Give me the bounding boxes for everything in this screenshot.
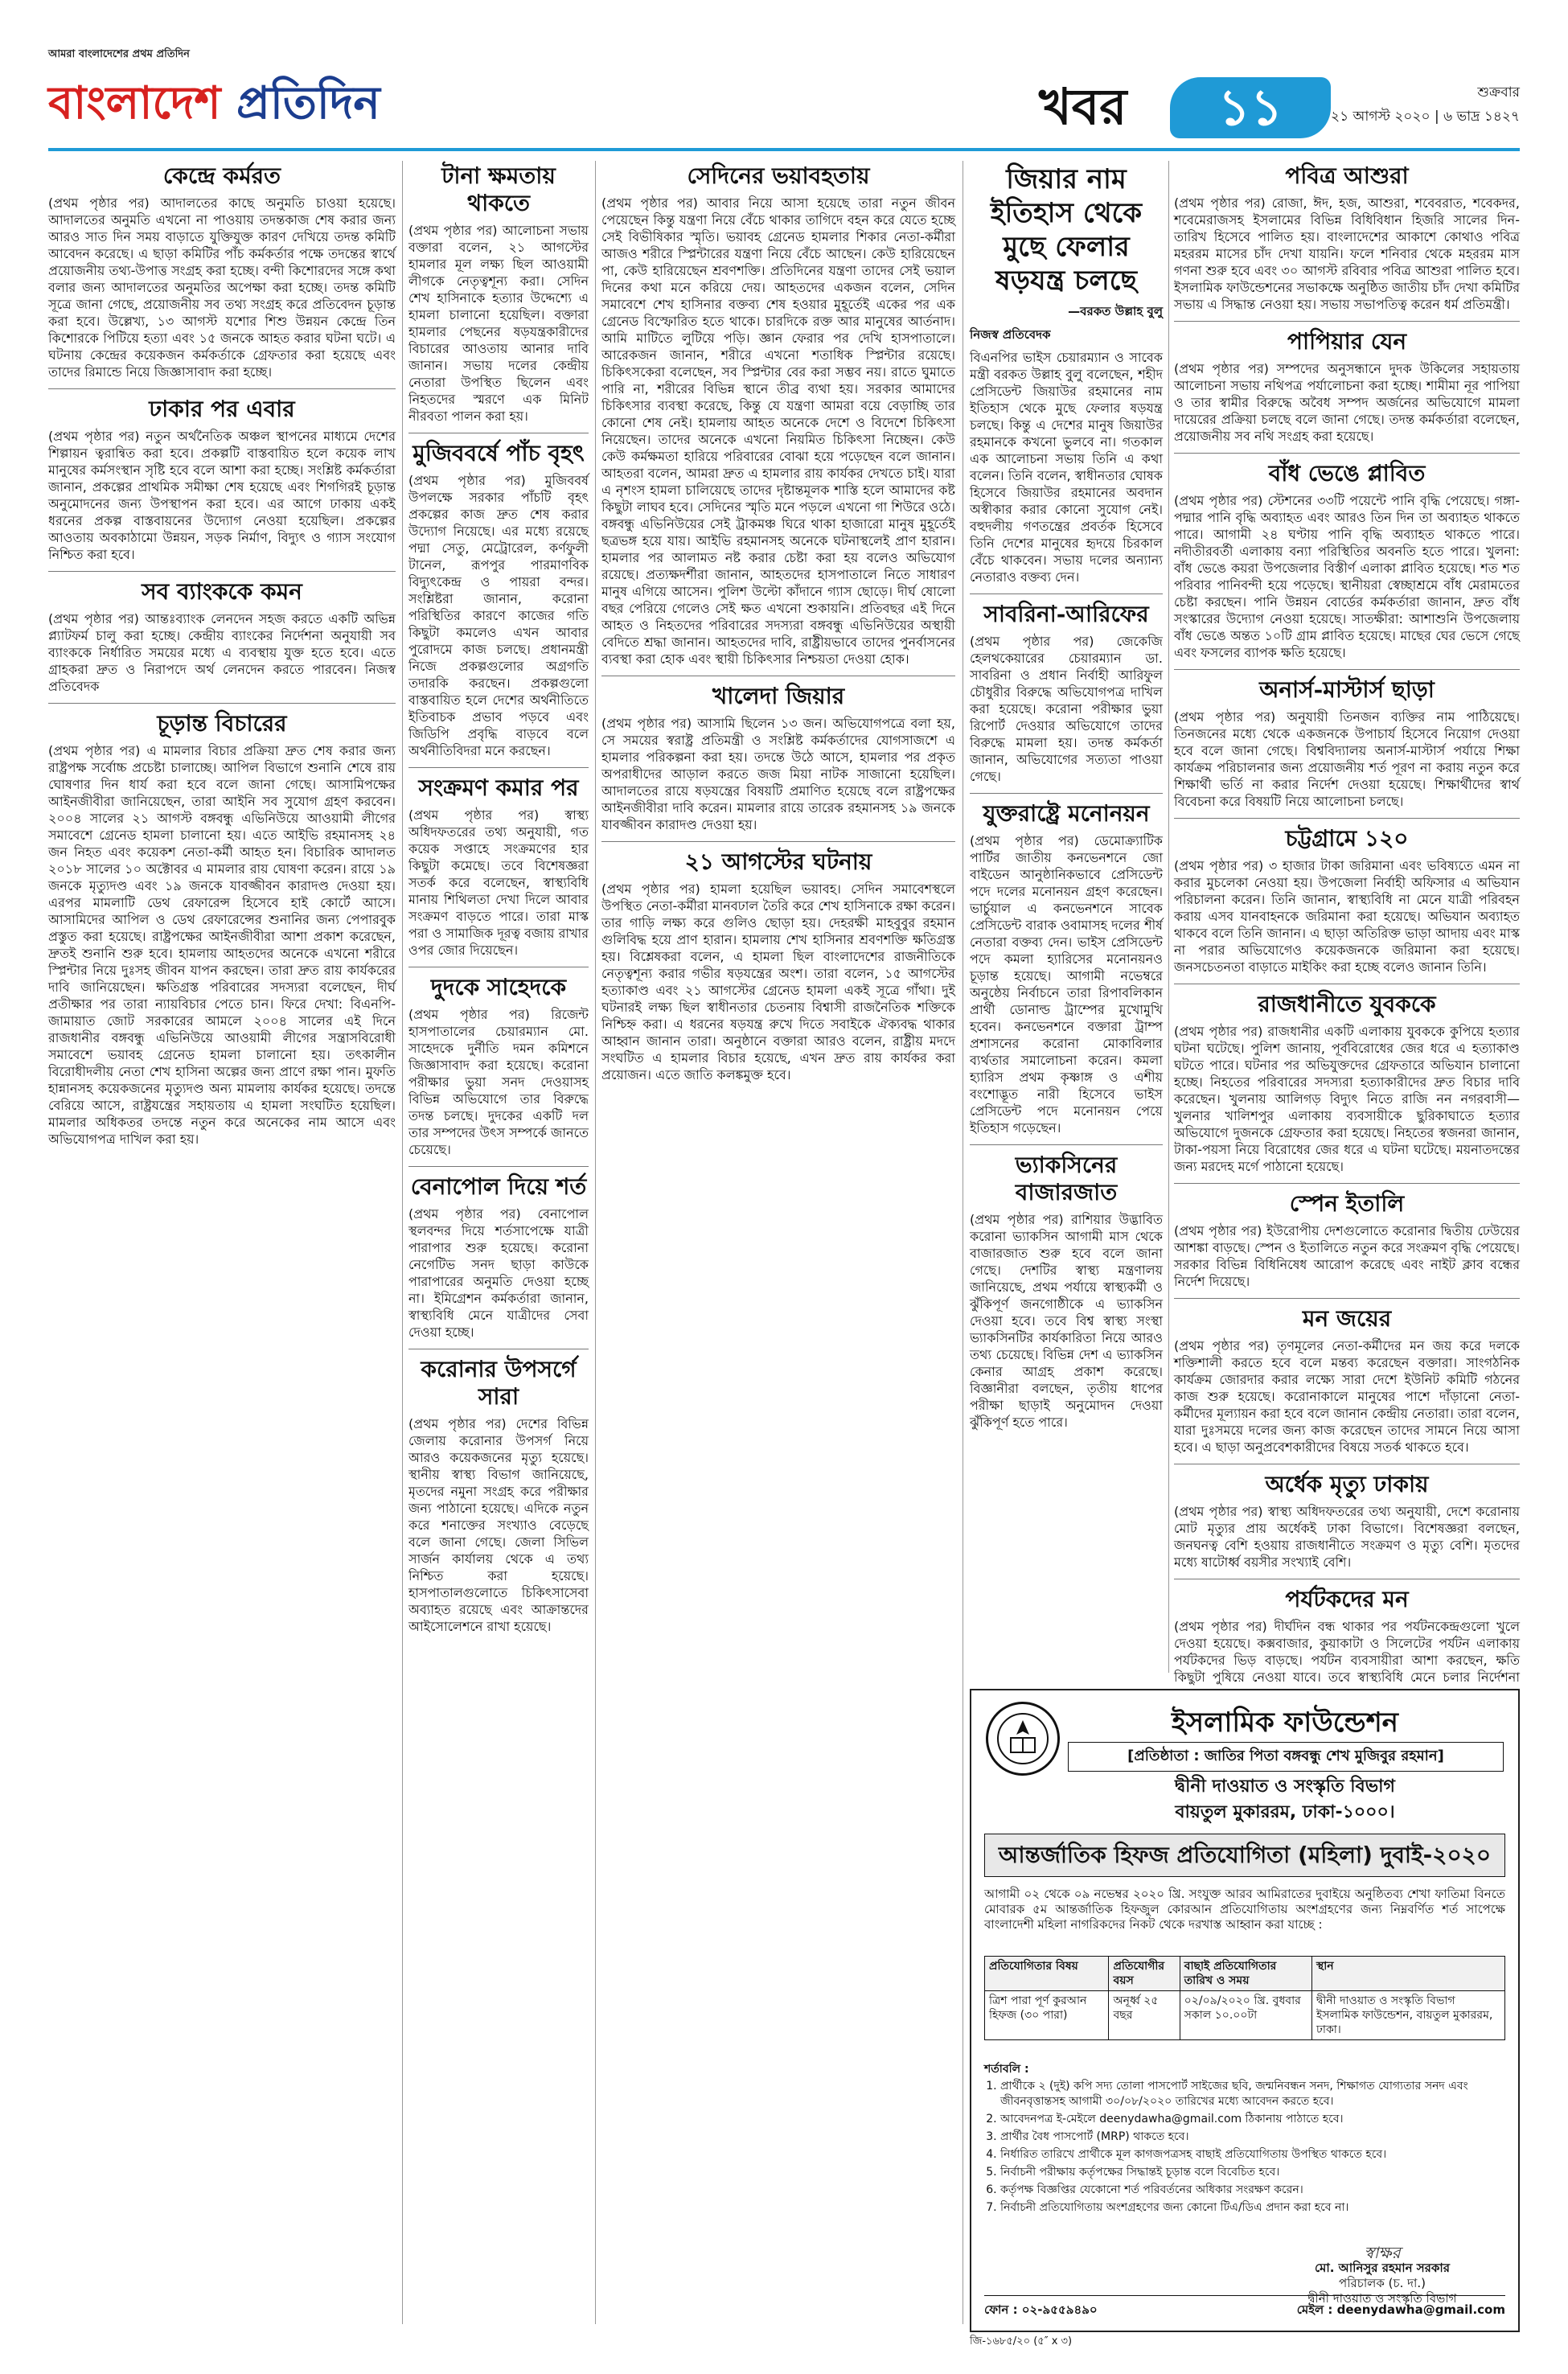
divider bbox=[48, 571, 396, 572]
story-spain bbox=[1174, 1190, 1520, 1290]
story-body: (প্রথম পৃষ্ঠার পর) আন্তঃব্যাংক লেনদেন সহজ করতে একটি অভিন্ন প্ল্যাটফর্ম চালু করা হচ্ছে। কেন্দ্রীয় ব্যাংকের নির্দেশনা অনুযায়ী সব ব্যাংককে নির্ধারিত সময়ের মধ্যে এ ব্যবস্থায় যুক্ত হতে হবে। এতে গ্রাহকরা দ্রুত ও নিরাপদে অর্থ লেনদেন করতে পারবেন। নিজস্ব প্রতিবেদক bbox=[48, 611, 396, 694]
ad-phone: ফোন : ০২-৯৫৫৯৪৯০ bbox=[984, 2302, 1098, 2317]
story-body: (প্রথম পৃষ্ঠার পর) নতুন অর্থনৈতিক অঞ্চল স্থাপনের মাধ্যমে দেশের শিল্পায়ন ত্বরান্বিত করা হবে। প্রকল্পটি বাস্তবায়িত হলে কয়েক লাখ মানুষের কর্মসংস্থান সৃষ্টি হবে বলে আশা করা হচ্ছে। সংশ্লিষ্ট কর্মকর্তারা জানান, প্রকল্পের প্রাথমিক সমীক্ষা শেষ হয়েছে এবং শিগগিরই চূড়ান্ত অনুমোদনের জন্য উপস্থাপন করা হবে। এর আগে ঢাকায় একই ধরনের প্রকল্প বাস্তবায়নের উদ্যোগ নেওয়া হয়েছিল। প্রকল্পের আওতায় অবকাঠামো উন্নয়ন, সড়ক নির্মাণ, বিদ্যুৎ ও গ্যাস সংযোগ নিশ্চিত করা হবে। bbox=[48, 429, 396, 562]
dateline bbox=[1331, 80, 1520, 129]
ad-contact bbox=[984, 2295, 1505, 2321]
list-item: 6. কর্তৃপক্ষ বিজ্ঞপ্তির যেকোনো শর্ত পরিবর্তনের অধিকার সংরক্ষণ করেন। bbox=[1000, 2183, 1505, 2198]
story-body: (প্রথম পৃষ্ঠার পর) হামলা হয়েছিল ভয়াবহ। সেদিন সমাবেশস্থলে উপস্থিত নেতা-কর্মীরা মানবঢাল তৈরি করে শেখ হাসিনাকে রক্ষা করেন। তার গাড়ি লক্ষ্য করে গুলিও ছোড়া হয়। দেহরক্ষী মাহবুবুর রহমান গুলিবিদ্ধ হয়ে প্রাণ হারান। হামলায় শেখ হাসিনার শ্রবণশক্তি ক্ষতিগ্রস্ত হয়। বিশ্লেষকরা বলেন, এ হামলা ছিল বাংলাদেশের রাজনীতিকে নেতৃত্বশূন্য করার গভীর ষড়যন্ত্রের অংশ। তারা বলেন, ১৫ আগস্টের হত্যাকাণ্ড এবং ২১ আগস্টের গ্রেনেড হামলা একই সূত্রে গাঁথা। দুই ঘটনারই লক্ষ্য ছিল স্বাধীনতার চেতনায় বিশ্বাসী রাজনৈতিক শক্তিকে নিশ্চিহ্ন করা। এ ধরনের ষড়যন্ত্র রুখে দিতে সবাইকে ঐক্যবদ্ধ থাকার আহ্বান জানান তারা। অনুষ্ঠানে বক্তারা আরও বলেন, রাষ্ট্রীয় মদদে সংঘটিত এ হামলার বিচার হয়েছে, এখন দ্রুত রায় কার্যকর করা প্রয়োজন। এতে জাতি কলঙ্কমুক্ত হবে। bbox=[601, 881, 955, 1082]
table-cell: ০২/০৯/২০২০ খ্রি. বুধবার সকাল ১০.০০টা bbox=[1180, 1991, 1311, 2040]
foundation-seal-icon bbox=[986, 1702, 1060, 1776]
story-headline: অর্ধেক মৃত্যু ঢাকায় bbox=[1265, 1471, 1429, 1497]
story-headline: রাজধানীতে যুবককে bbox=[1258, 991, 1436, 1017]
ad-intro: আগামী ০২ থেকে ০৯ নভেম্বর ২০২০ খ্রি. সংযুক্ত আরব আমিরাতের দুবাইয়ে অনুষ্ঠিতব্য শেখা ফাতিমা বিনতে মোবারক ৫ম আন্তর্জাতিক হিফজুল কোরআন প্রতিযোগিতায় অংশগ্রহণের জন্য নিম্নবর্ণিত শর্ত সাপেক্ষে বাংলাদেশী মহিলা নাগরিকদের নিকট থেকে দরখাস্ত আহ্বান করা যাচ্ছে : bbox=[984, 1887, 1505, 1932]
column-divider bbox=[402, 161, 403, 2324]
story-dhaka bbox=[48, 396, 396, 563]
ad-code: জি-১৬৮৫/২০ (৫″ x ৩) bbox=[970, 2335, 1073, 2347]
story-body: (প্রথম পৃষ্ঠার পর) আদালতের কাছে অনুমতি চাওয়া হয়েছে। আদালতের অনুমতি এখনো না পাওয়ায় তদন্তকাজ শেষ করার জন্য আরও সাত দিন সময় বাড়াতে যুক্তিযুক্ত কারণ দেখিয়ে তদন্ত কমিটি আবেদন করেছে। এ ছাড়া কমিটির পাঁচ কর্মকর্তার পক্ষে তদন্তের স্বার্থে প্রয়োজনীয় তথ্য-উপাত্ত সংগ্রহ করা হচ্ছে। বন্দী কিশোরদের সঙ্গে কথা বলার জন্য আদালতের অনুমতির অপেক্ষা করা হচ্ছে। তদন্ত কমিটি সূত্রে জানা গেছে, প্রয়োজনীয় সব তথ্য সংগ্রহ করে প্রতিবেদন চূড়ান্ত করা হবে। উল্লেখ্য, ১৩ আগস্ট যশোর শিশু উন্নয়ন কেন্দ্রে তিন কিশোরকে পিটিয়ে হত্যা এবং ১৫ জনকে আহত করার ঘটনা ঘটে। এ ঘটনায় কেন্দ্রের কয়েকজন কর্মকর্তাকে গ্রেফতার করা হয়েছে এবং তাদের রিমান্ডে নিয়ে জিজ্ঞাসাবাদ করা হচ্ছে। bbox=[48, 195, 396, 380]
story-body: (প্রথম পৃষ্ঠার পর) রাজধানীর একটি এলাকায় যুবককে কুপিয়ে হত্যার ঘটনা ঘটেছে। পুলিশ জানায়, পূর্ববিরোধের জের ধরে এ হত্যাকাণ্ড ঘটতে পারে। ঘটনার পর অভিযুক্তদের গ্রেফতারে অভিযান চালানো হচ্ছে। নিহতের পরিবারের সদস্যরা হত্যাকারীদের দ্রুত বিচার দাবি করেছেন। খুলনায় আলিগড় বিদ্যুৎ নিতে রাজি নন নগরবাসী—খুলনার খালিশপুর এলাকায় ব্যবসায়ীকে ছুরিকাঘাতে হত্যার অভিযোগে দুজনকে গ্রেফতার করা হয়েছে। নিহতের স্বজনরা জানান, টাকা-পয়সা নিয়ে বিরোধের জের ধরে এ ঘটনা ঘটেছে। ময়নাতদন্তের জন্য মরদেহ মর্গে পাঠানো হয়েছে। bbox=[1174, 1024, 1520, 1174]
story-kendre bbox=[48, 162, 396, 380]
story-headline: সংক্রমণ কমার পর bbox=[418, 774, 579, 801]
table-header: প্রতিযোগিতার বিষয় bbox=[985, 1957, 1109, 1991]
story-body: (প্রথম পৃষ্ঠার পর) রাশিয়ার উদ্ভাবিত করোনা ভ্যাকসিন আগামী মাস থেকে বাজারজাত শুরু হবে বলে জানা গেছে। দেশটির স্বাস্থ্য মন্ত্রণালয় জানিয়েছে, প্রথম পর্যায়ে স্বাস্থ্যকর্মী ও ঝুঁকিপূর্ণ জনগোষ্ঠীকে এ ভ্যাকসিন দেওয়া হবে। তবে বিশ্ব স্বাস্থ্য সংস্থা ভ্যাকসিনটির কার্যকারিতা নিয়ে আরও তথ্য চেয়েছে। বিভিন্ন দেশ এ ভ্যাকসিন কেনার আগ্রহ প্রকাশ করেছে। বিজ্ঞানীরা বলছেন, তৃতীয় ধাপের পরীক্ষা ছাড়াই অনুমোদন দেওয়া ঝুঁকিপূর্ণ হতে পারে। bbox=[970, 1212, 1163, 1430]
divider bbox=[1174, 1298, 1520, 1299]
divider bbox=[1174, 321, 1520, 322]
story-headline: ভ্যাকসিনের বাজারজাত bbox=[1015, 1152, 1118, 1205]
story-headline: সাবরিনা-আরিফের bbox=[983, 601, 1149, 627]
story-headline: ঢাকার পর এবার bbox=[149, 396, 295, 422]
story-tana bbox=[408, 162, 589, 425]
story-papia bbox=[1174, 328, 1520, 445]
table-cell: দ্বীনী দাওয়াত ও সংস্কৃতি বিভাগ ইসলামিক ফাউন্ডেশন, বায়তুল মুকাররম, ঢাকা। bbox=[1311, 1991, 1504, 2040]
story-zia bbox=[970, 162, 1163, 585]
story-headline: স্পেন ইতালি bbox=[1289, 1190, 1405, 1217]
story-byline: —বরকত উল্লাহ বুলু bbox=[1068, 304, 1163, 318]
column-4 bbox=[970, 161, 1163, 1689]
divider bbox=[970, 793, 1163, 794]
story-bandh bbox=[1174, 460, 1520, 661]
story-ghatona bbox=[601, 848, 955, 1083]
story-headline: পাপিয়ার যেন bbox=[1287, 328, 1407, 355]
story-rajdhani bbox=[1174, 991, 1520, 1175]
story-chattogram bbox=[1174, 825, 1520, 975]
story-headline: ২১ আগস্টের ঘটনায় bbox=[684, 848, 872, 875]
masthead bbox=[48, 32, 1520, 151]
story-body: (প্রথম পৃষ্ঠার পর) মুজিববর্ষ উপলক্ষে সরকার পাঁচটি বৃহৎ প্রকল্পের কাজ দ্রুত শেষ করার উদ্যোগ নিয়েছে। এর মধ্যে রয়েছে পদ্মা সেতু, মেট্রোরেল, কর্ণফুলী টানেল, রূপপুর পারমাণবিক বিদ্যুৎকেন্দ্র ও পায়রা বন্দর। সংশ্লিষ্টরা জানান, করোনা পরিস্থিতির কারণে কাজের গতি কিছুটা কমলেও এখন আবার পুরোদমে কাজ চলছে। প্রধানমন্ত্রী নিজে প্রকল্পগুলোর অগ্রগতি তদারকি করছেন। প্রকল্পগুলো বাস্তবায়িত হলে দেশের অর্থনীতিতে ইতিবাচক প্রভাব পড়বে এবং জিডিপি প্রবৃদ্ধি বাড়বে বলে অর্থনীতিবিদরা মনে করছেন। bbox=[408, 473, 589, 758]
weekday: শুক্রবার bbox=[1477, 84, 1520, 101]
signer-department: দ্বীনী দাওয়াত ও সংস্কৃতি বিভাগ bbox=[1307, 2291, 1457, 2306]
islamic-foundation-ad bbox=[970, 1689, 1520, 2332]
ad-organization: ইসলামিক ফাউন্ডেশন bbox=[1172, 1707, 1398, 1739]
table-header: প্রতিযোগীর বয়স bbox=[1109, 1957, 1180, 1991]
logo-wordmark: বাংলাদেশ প্রতিদিন bbox=[48, 76, 380, 129]
story-body: (প্রথম পৃষ্ঠার পর) এ মামলার বিচার প্রক্রিয়া দ্রুত শেষ করার জন্য রাষ্ট্রপক্ষ সর্বোচ্চ প্রচেষ্টা চালাচ্ছে। আপিল বিভাগে শুনানি শেষে রায় ঘোষণার দিন ধার্য করা হবে বলে জানা গেছে। আসামিপক্ষের আইনজীবীরা জানিয়েছেন, তারা আইনি সব সুযোগ গ্রহণ করবেন। ২০০৪ সালের ২১ আগস্ট বঙ্গবন্ধু এভিনিউয়ে আওয়ামী লীগের সমাবেশে গ্রেনেড হামলা চালানো হয়। এতে আইভি রহমানসহ ২৪ জন নিহত এবং কয়েকশ নেতা-কর্মী আহত হন। বিচারিক আদালত ২০১৮ সালের ১০ অক্টোবর এ মামলার রায় ঘোষণা করেন। রায়ে ১৯ জনকে মৃত্যুদণ্ড এবং ১৯ জনকে যাবজ্জীবন কারাদণ্ড দেওয়া হয়। এরপর মামলাটি ডেথ রেফারেন্স হিসেবে হাই কোর্টে আসে। আসামিদের আপিল ও ডেথ রেফারেন্সের শুনানির জন্য পেপারবুক প্রস্তুত করা হয়েছে। রাষ্ট্রপক্ষের আইনজীবীরা আশা প্রকাশ করেছেন, দ্রুতই শুনানি শুরু হবে। হামলায় আহতদের অনেকে এখনো শরীরে স্প্লিন্টার নিয়ে দুঃসহ জীবন যাপন করছেন। তারা দ্রুত রায় কার্যকরের দাবি জানিয়েছেন। ক্ষতিগ্রস্ত পরিবারের সদস্যরা বলেছেন, দীর্ঘ প্রতীক্ষার পর তারা ন্যায়বিচার পেতে চান। ফিরে দেখা: বিএনপি-জামায়াত জোট সরকারের আমলে ২০০৪ সালের এই দিনে রাজধানীর বঙ্গবন্ধু এভিনিউয়ে আওয়ামী লীগের সন্ত্রাসবিরোধী সমাবেশে ভয়াবহ গ্রেনেড হামলা চালানো হয়। তৎকালীন বিরোধীদলীয় নেতা শেখ হাসিনা অল্পের জন্য প্রাণে রক্ষা পান। মুফতি হান্নানসহ কয়েকজনের মৃত্যুদণ্ড অন্য মামলায় কার্যকর হয়েছে। তদন্তে বেরিয়ে আসে, রাষ্ট্রযন্ত্রের সহায়তায় এ হামলা সংঘটিত হয়েছিল। মামলার অধিকতর তদন্তে নতুন করে অনেকের নাম আসে এবং অভিযোগপত্র দাখিল করা হয়। bbox=[48, 743, 396, 1147]
section-name: খবর bbox=[1039, 77, 1127, 136]
ad-department: দ্বীনী দাওয়াত ও সংস্কৃতি বিভাগ bbox=[1175, 1776, 1395, 1797]
divider bbox=[1174, 818, 1520, 819]
column-2 bbox=[408, 161, 589, 2324]
column-divider bbox=[595, 161, 596, 2324]
divider bbox=[1174, 453, 1520, 454]
ad-title: আন্তর্জাতিক হিফজ প্রতিযোগিতা (মহিলা) দুবাই-২০২০ bbox=[984, 1834, 1505, 1877]
newspaper-logo bbox=[48, 32, 380, 145]
masthead-rule bbox=[48, 148, 1520, 151]
story-khaleda bbox=[601, 683, 955, 833]
story-anarsh bbox=[1174, 676, 1520, 810]
story-headline: কেন্দ্রে কর্মরত bbox=[162, 162, 281, 189]
ad-email[interactable]: মেইল : deenydawha@gmail.com bbox=[1296, 2302, 1505, 2317]
story-body: (প্রথম পৃষ্ঠার পর) স্বাস্থ্য অধিদফতরের তথ্য অনুযায়ী, দেশে করোনায় মোট মৃত্যুর প্রায় অর্ধেকই ঢাকা বিভাগে। বিশেষজ্ঞরা বলছেন, জনঘনত্ব বেশি হওয়ায় রাজধানীতে সংক্রমণ ও মৃত্যু বেশি। মৃতদের মধ্যে ষাটোর্ধ্ব বয়সীর সংখ্যাই বেশি। bbox=[1174, 1504, 1520, 1570]
story-body: (প্রথম পৃষ্ঠার পর) অনুযায়ী তিনজন ব্যক্তির নাম পাঠিয়েছে। তিনজনের মধ্যে থেকে একজনকে উপাচার্য হিসেবে নিয়োগ দেওয়া হবে বলে জানা গেছে। বিশ্ববিদ্যালয় অনার্স-মাস্টার্স পর্যায়ে শিক্ষা কার্যক্রম পরিচালনার জন্য প্রয়োজনীয় শর্ত পূরণ না করায় নতুন করে শিক্ষার্থী ভর্তি না করার নির্দেশ দেওয়া হয়েছে। শিক্ষার্থীদের স্বার্থ বিবেচনা করে বিষয়টি নিয়ে আলোচনা চলছে। bbox=[1174, 709, 1520, 809]
story-body: (প্রথম পৃষ্ঠার পর) স্বাস্থ্য অধিদফতরের তথ্য অনুযায়ী, গত কয়েক সপ্তাহে সংক্রমণের হার কিছুটা কমেছে। তবে বিশেষজ্ঞরা সতর্ক করে বলেছেন, স্বাস্থ্যবিধি মানায় শিথিলতা দেখা দিলে আবার সংক্রমণ বাড়তে পারে। তারা মাস্ক পরা ও সামাজিক দূরত্ব বজায় রাখার ওপর জোর দিয়েছেন। bbox=[408, 807, 589, 958]
story-mujib bbox=[408, 440, 589, 759]
story-body: বিএনপির ভাইস চেয়ারম্যান ও সাবেক মন্ত্রী বরকত উল্লাহ বুলু বলেছেন, শহীদ প্রেসিডেন্ট জিয়াউর রহমানের নাম ইতিহাস থেকে মুছে ফেলার ষড়যন্ত্র চলছে। কিন্তু এ দেশের মানুষ জিয়াউর রহমানকে কখনো ভুলবে না। গতকাল এক আলোচনা সভায় তিনি এ কথা বলেন। তিনি বলেন, স্বাধীনতার ঘোষক হিসেবে জিয়াউর রহমানের অবদান অস্বীকার করার কোনো সুযোগ নেই। বহুদলীয় গণতন্ত্রের প্রবর্তক হিসেবে তিনি দেশের মানুষের হৃদয়ে চিরকাল বেঁচে থাকবেন। সভায় দলের অন্যান্য নেতারাও বক্তব্য দেন। bbox=[970, 350, 1163, 585]
divider bbox=[48, 388, 396, 389]
story-benapole bbox=[408, 1173, 589, 1341]
list-item: 2. আবেদনপত্র ই-মেইলে deenydawha@gmail.com ঠিকানায় পাঠাতে হবে। bbox=[1000, 2112, 1505, 2127]
page-number-badge: ১১ bbox=[1170, 77, 1331, 138]
story-sabrina bbox=[970, 601, 1163, 785]
divider bbox=[1174, 1183, 1520, 1184]
column-3 bbox=[601, 161, 955, 2324]
ad-founder: [প্রতিষ্ঠাতা : জাতির পিতা বঙ্গবন্ধু শেখ মুজিবুর রহমান] bbox=[1068, 1742, 1504, 1772]
signer-title: পরিচালক (চ. দা.) bbox=[1339, 2276, 1426, 2290]
story-ashura bbox=[1174, 162, 1520, 313]
story-vaccine bbox=[970, 1152, 1163, 1431]
ad-address: বায়তুল মুকাররম, ঢাকা-১০০০। bbox=[1175, 1802, 1395, 1822]
list-item: 3. প্রার্থীর বৈধ পাসপোর্ট (MRP) থাকতে হবে। bbox=[1000, 2130, 1505, 2145]
list-item: 7. নির্বাচনী প্রতিযোগিতায় অংশগ্রহণের জন্য কোনো টিএ/ডিএ প্রদান করা হবে না। bbox=[1000, 2200, 1505, 2216]
story-body: (প্রথম পৃষ্ঠার পর) তৃণমূলের নেতা-কর্মীদের মন জয় করে দলকে শক্তিশালী করতে হবে বলে মন্তব্য করেছেন বক্তারা। সাংগঠনিক কার্যক্রম জোরদার করার লক্ষ্যে সারা দেশে ইউনিট কমিটি গঠনের কাজ শুরু হয়েছে। করোনাকালে মানুষের পাশে দাঁড়ানো নেতা-কর্মীদের মূল্যায়ন করা হবে বলে জানান কেন্দ্রীয় নেতারা। তারা বলেন, যারা দুঃসময়ে দলের জন্য কাজ করেছেন তাদের সামনে নিয়ে আসা হবে। এ ছাড়া অনুপ্রবেশকারীদের বিষয়ে সতর্ক থাকতে হবে। bbox=[1174, 1338, 1520, 1455]
story-sankraman bbox=[408, 774, 589, 959]
table-cell: ত্রিশ পারা পূর্ণ কুরআন হিফজ (৩০ পারা) bbox=[985, 1991, 1109, 2040]
story-body: (প্রথম পৃষ্ঠার পর) আলোচনা সভায় বক্তারা বলেন, ২১ আগস্টের হামলার মূল লক্ষ্য ছিল আওয়ামী লীগকে নেতৃত্বশূন্য করা। সেদিন শেখ হাসিনাকে হত্যার উদ্দেশ্যে এ হামলা চালানো হয়েছিল। বক্তারা হামলার পেছনের ষড়যন্ত্রকারীদের বিচারের আওতায় আনার দাবি জানান। সভায় দলের কেন্দ্রীয় নেতারা উপস্থিত ছিলেন এবং নিহতদের স্মরণে এক মিনিট নীরবতা পালন করা হয়। bbox=[408, 223, 589, 424]
story-churanto bbox=[48, 710, 396, 1148]
story-body: (প্রথম পৃষ্ঠার পর) দেশের বিভিন্ন জেলায় করোনার উপসর্গ নিয়ে আরও কয়েকজনের মৃত্যু হয়েছে। স্থানীয় স্বাস্থ্য বিভাগ জানিয়েছে, মৃতদের নমুনা সংগ্রহ করে পরীক্ষার জন্য পাঠানো হয়েছে। এদিকে নতুন করে শনাক্তের সংখ্যাও বেড়েছে বলে জানা গেছে। জেলা সিভিল সার্জন কার্যালয় থেকে এ তথ্য নিশ্চিত করা হয়েছে। হাসপাতালগুলোতে চিকিৎসাসেবা অব্যাহত রয়েছে এবং আক্রান্তদের আইসোলেশনে রাখা হয়েছে। bbox=[408, 1416, 589, 1634]
column-5 bbox=[1174, 161, 1520, 1685]
story-porjatak bbox=[1174, 1586, 1520, 1702]
ad-competition-table bbox=[984, 1956, 1505, 2040]
logo-tagline: আমরা বাংলাদেশের প্রথম প্রতিদিন bbox=[48, 48, 190, 60]
story-corona bbox=[408, 1356, 589, 1635]
list-item: 5. নির্বাচনী পরীক্ষায় কর্তৃপক্ষের সিদ্ধান্তই চূড়ান্ত বলে বিবেচিত হবে। bbox=[1000, 2165, 1505, 2180]
story-headline: যুক্তরাষ্ট্রে মনোনয়ন bbox=[983, 800, 1150, 827]
story-headline: বাঁধ ভেঙে প্লাবিত bbox=[1268, 460, 1426, 487]
table-cell: অনূর্ধ্ব ২৫ বছর bbox=[1109, 1991, 1180, 2040]
story-headline: মুজিববর্ষে পাঁচ বৃহৎ bbox=[413, 440, 585, 466]
divider bbox=[408, 767, 589, 768]
story-body: (প্রথম পৃষ্ঠার পর) ইউরোপীয় দেশগুলোতে করোনার দ্বিতীয় ঢেউয়ের আশঙ্কা বাড়ছে। স্পেন ও ইতালিতে নতুন করে সংক্রমণ বৃদ্ধি পেয়েছে। সরকার বিভিন্ন বিধিনিষেধ আরোপ করেছে এবং নাইট ক্লাব বন্ধের নির্দেশ দিয়েছে। bbox=[1174, 1223, 1520, 1289]
story-body: (প্রথম পৃষ্ঠার পর) জেকেজি হেলথকেয়ারের চেয়ারম্যান ডা. সাবরিনা ও প্রধান নির্বাহী আরিফুল চৌধুরীর বিরুদ্ধে অভিযোগপত্র দাখিল করা হয়েছে। করোনা পরীক্ষার ভুয়া রিপোর্ট দেওয়ার অভিযোগে তাদের বিরুদ্ধে মামলা হয়। তদন্ত কর্মকর্তা জানান, অভিযোগের সত্যতা পাওয়া গেছে। bbox=[970, 634, 1163, 784]
list-item: 1. প্রার্থীকে ২ (দুই) কপি সদ্য তোলা পাসপোর্ট সাইজের ছবি, জন্মনিবন্ধন সনদ, শিক্ষাগত যোগ্যতার সনদ এবং জীবনবৃত্তান্তসহ আগামী ৩০/০৮/২০২০ তারিখের মধ্যে আবেদন করতে হবে। bbox=[1000, 2079, 1505, 2109]
terms-list bbox=[1000, 2079, 1505, 2216]
story-body: (প্রথম পৃষ্ঠার পর) স্টেশনের ৩৩টি পয়েন্টে পানি বৃদ্ধি পেয়েছে। গঙ্গা-পদ্মার পানি বৃদ্ধি অব্যাহত এবং আরও তিন দিন তা অব্যাহত থাকতে পারে। আগামী ২৪ ঘণ্টায় পানি বৃদ্ধি অব্যাহত থাকতে পারে। নদীতীরবর্তী এলাকায় বন্যা পরিস্থিতির অবনতি হতে পারে। খুলনা: বাঁধ ভেঙে কয়রা উপজেলার বিস্তীর্ণ এলাকা প্লাবিত হয়েছে। শত শত পরিবার পানিবন্দী হয়ে পড়েছে। স্থানীয়রা স্বেচ্ছাশ্রমে বাঁধ মেরামতের চেষ্টা করছেন। পানি উন্নয়ন বোর্ডের কর্মকর্তারা জানান, দ্রুত বাঁধ সংস্কারের উদ্যোগ নেওয়া হয়েছে। সাতক্ষীরা: আশাশুনি উপজেলায় বাঁধ ভেঙে অন্তত ১০টি গ্রাম প্লাবিত হয়েছে। মাছের ঘের ভেসে গেছে এবং ফসলের ব্যাপক ক্ষতি হয়েছে। bbox=[1174, 493, 1520, 660]
story-body: (প্রথম পৃষ্ঠার পর) বেনাপোল স্থলবন্দর দিয়ে শর্তসাপেক্ষে যাত্রী পারাপার শুরু হয়েছে। করোনা নেগেটিভ সনদ ছাড়া কাউকে পারাপারের অনুমতি দেওয়া হচ্ছে না। ইমিগ্রেশন কর্মকর্তারা জানান, স্বাস্থ্যবিধি মেনে যাত্রীদের সেবা দেওয়া হচ্ছে। bbox=[408, 1206, 589, 1340]
divider bbox=[601, 841, 955, 842]
story-headline: মন জয়ের bbox=[1302, 1305, 1392, 1332]
signer-name: মো. আনিসুর রহমান সরকার bbox=[1314, 2261, 1451, 2275]
story-headline: চট্টগ্রামে ১২০ bbox=[1285, 825, 1409, 852]
story-headline: দুদকে সাহেদকে bbox=[430, 974, 567, 1000]
story-sediner bbox=[601, 162, 955, 667]
story-body: (প্রথম পৃষ্ঠার পর) ডেমোক্র্যাটিক পার্টির জাতীয় কনভেনশনে জো বাইডেন আনুষ্ঠানিকভাবে প্রেসিডেন্ট পদে দলের মনোনয়ন গ্রহণ করেছেন। ভার্চুয়াল এ কনভেনশনে সাবেক প্রেসিডেন্ট বারাক ওবামাসহ দলের শীর্ষ নেতারা বক্তব্য দেন। ভাইস প্রেসিডেন্ট পদে কমলা হ্যারিসের মনোনয়নও চূড়ান্ত হয়েছে। আগামী নভেম্বরে অনুষ্ঠেয় নির্বাচনে তারা রিপাবলিকান প্রার্থী ডোনাল্ড ট্রাম্পের মুখোমুখি হবেন। কনভেনশনে বক্তারা ট্রাম্প প্রশাসনের করোনা মোকাবিলার ব্যর্থতার সমালোচনা করেন। কমলা হ্যারিস প্রথম কৃষ্ণাঙ্গ ও এশীয় বংশোদ্ভূত নারী হিসেবে ভাইস প্রেসিডেন্ট পদে মনোনয়ন পেয়ে ইতিহাস গড়েছেন। bbox=[970, 833, 1163, 1136]
story-body: (প্রথম পৃষ্ঠার পর) দীর্ঘদিন বন্ধ থাকার পর পর্যটনকেন্দ্রগুলো খুলে দেওয়া হয়েছে। কক্সবাজার, কুয়াকাটা ও সিলেটের পর্যটন এলাকায় পর্যটকদের ভিড় বাড়ছে। পর্যটন ব্যবসায়ীরা আশা করছেন, ক্ষতি কিছুটা পুষিয়ে নেওয়া যাবে। তবে স্বাস্থ্যবিধি মেনে চলার নির্দেশনা bbox=[1174, 1619, 1520, 1685]
divider bbox=[1174, 669, 1520, 670]
ad-terms bbox=[984, 2062, 1505, 2218]
issue-date: ২১ আগস্ট ২০২০ | ৬ ভাদ্র ১৪২৭ bbox=[1331, 109, 1520, 125]
terms-title: শর্তাবলি : bbox=[984, 2063, 1029, 2076]
table-header: বাছাই প্রতিযোগিতার তারিখ ও সময় bbox=[1180, 1957, 1311, 1991]
story-body: (প্রথম পৃষ্ঠার পর) আসামি ছিলেন ১৩ জন। অভিযোগপত্রে বলা হয়, সে সময়ের স্বরাষ্ট্র প্রতিমন্ত্রী ও সংশ্লিষ্ট কর্মকর্তাদের যোগসাজশে এ হামলার পরিকল্পনা করা হয়। তদন্তে উঠে আসে, হামলার পর প্রকৃত অপরাধীদের আড়াল করতে জজ মিয়া নাটক সাজানো হয়েছিল। আদালতের রায়ে ষড়যন্ত্রের বিষয়টি প্রমাণিত হয়েছে বলে রাষ্ট্রপক্ষের আইনজীবীরা দাবি করেন। মামলার রায়ে তারেক রহমানসহ ১৯ জনকে যাবজ্জীবন কারাদণ্ড দেওয়া হয়। bbox=[601, 716, 955, 832]
column-divider bbox=[1168, 161, 1169, 1673]
story-headline: বেনাপোল দিয়ে শর্ত bbox=[410, 1173, 587, 1200]
list-item: 4. নির্ধারিত তারিখে প্রার্থীকে মূল কাগজপত্রসহ বাছাই প্রতিযোগিতায় উপস্থিত থাকতে হবে। bbox=[1000, 2147, 1505, 2162]
story-headline: পবিত্র আশুরা bbox=[1285, 162, 1409, 189]
signature: স্বাক্ষর bbox=[1364, 2243, 1401, 2262]
story-usa bbox=[970, 800, 1163, 1136]
story-headline: খালেদা জিয়ার bbox=[712, 683, 845, 709]
table-header-row bbox=[985, 1957, 1505, 1991]
story-headline: চূড়ান্ত বিচারের bbox=[157, 710, 287, 737]
story-headline: করোনার উপসর্গে সারা bbox=[421, 1356, 577, 1410]
table-header: স্থান bbox=[1311, 1957, 1504, 1991]
story-headline: জিয়ার নাম ইতিহাস থেকে মুছে ফেলার ষড়যন্ত্র চলছে bbox=[990, 163, 1143, 297]
story-headline: পর্যটকদের মন bbox=[1285, 1586, 1409, 1612]
story-headline: সেদিনের ভয়াবহতায় bbox=[687, 162, 870, 189]
story-body: (প্রথম পৃষ্ঠার পর) সম্পদের অনুসন্ধানে দুদক উকিলের সহায়তায় আলোচনা সভায় নথিপত্র পর্যালোচনা করা হচ্ছে। শামীমা নূর পাপিয়া ও তার স্বামীর বিরুদ্ধে অবৈধ সম্পদ অর্জনের অভিযোগে মামলা দায়েরের প্রক্রিয়া চলছে বলে জানা গেছে। তদন্ত কর্মকর্তারা বলেছেন, প্রয়োজনীয় সব নথি সংগ্রহ করা হয়েছে। bbox=[1174, 361, 1520, 444]
divider bbox=[48, 703, 396, 704]
story-headline: অনার্স-মাস্টার্স ছাড়া bbox=[1259, 676, 1435, 703]
story-dudok bbox=[408, 974, 589, 1158]
story-body: (প্রথম পৃষ্ঠার পর) ৩ হাজার টাকা জরিমানা এবং ভবিষ্যতে এমন না করার মুচলেকা নেওয়া হয়। উপজেলা নির্বাহী অফিসার এ অভিযান পরিচালনা করেন। তিনি জানান, স্বাস্থ্যবিধি না মেনে যাত্রী পরিবহন করায় এসব যানবাহনকে জরিমানা করা হয়েছে। অভিযান অব্যাহত থাকবে বলে তিনি জানান। এ ছাড়া অতিরিক্ত ভাড়া আদায় এবং মাস্ক না পরার অভিযোগেও কয়েকজনকে জরিমানা করা হয়েছে। জনসচেতনতা বাড়াতে মাইকিং করা হচ্ছে বলেও জানান তিনি। bbox=[1174, 858, 1520, 975]
story-credit: নিজস্ব প্রতিবেদক bbox=[970, 327, 1051, 342]
story-headline: টানা ক্ষমতায় থাকতে bbox=[441, 162, 556, 216]
story-headline: সব ব্যাংককে কমন bbox=[142, 578, 302, 605]
story-mrittu bbox=[1174, 1471, 1520, 1571]
story-mon bbox=[1174, 1305, 1520, 1456]
story-bank bbox=[48, 578, 396, 695]
story-body: (প্রথম পৃষ্ঠার পর) রিজেন্ট হাসপাতালের চেয়ারম্যান মো. সাহেদকে দুর্নীতি দমন কমিশনে জিজ্ঞাসাবাদ করা হয়েছে। করোনা পরীক্ষার ভুয়া সনদ দেওয়াসহ বিভিন্ন অভিযোগে তার বিরুদ্ধে তদন্ত চলছে। দুদকের একটি দল তার সম্পদের উৎস সম্পর্কে জানতে চেয়েছে। bbox=[408, 1007, 589, 1157]
table-row bbox=[985, 1991, 1505, 2040]
column-1 bbox=[48, 161, 396, 2324]
divider bbox=[408, 1166, 589, 1167]
divider bbox=[970, 1144, 1163, 1145]
story-body: (প্রথম পৃষ্ঠার পর) রোজা, ঈদ, হজ, আশুরা, শবেবরাত, শবেকদর, শবেমেরাজসহ ইসলামের বিভিন্ন বিধিবিধান হিজরি সালের দিন-তারিখ হিসেবে পালিত হয়। বাংলাদেশের আকাশে কোথাও পবিত্র মহররম মাসের চাঁদ দেখা যায়নি। ফলে শনিবার থেকে মহররম মাস গণনা শুরু হবে এবং ৩০ আগস্ট রবিবার পবিত্র আশুরা পালিত হবে। ইসলামিক ফাউন্ডেশনের সভাকক্ষে অনুষ্ঠিত জাতীয় চাঁদ দেখা কমিটির সভায় এ সিদ্ধান্ত নেওয়া হয়। সভায় সভাপতিত্ব করেন ধর্ম প্রতিমন্ত্রী। bbox=[1174, 195, 1520, 312]
story-body: (প্রথম পৃষ্ঠার পর) আবার নিয়ে আসা হয়েছে তারা নতুন জীবন পেয়েছেন কিন্তু যন্ত্রণা নিয়ে বেঁচে থাকার তাগিদে বহন করে যেতে হচ্ছে সেই বিভীষিকার স্মৃতি। ভয়াবহ গ্রেনেড হামলার শিকার নেতা-কর্মীরা আজও শরীরে স্প্লিন্টারের যন্ত্রণা নিয়ে বেঁচে আছেন। কেউ হারিয়েছেন পা, কেউ হারিয়েছেন শ্রবণশক্তি। প্রতিদিনের যন্ত্রণা তাদের সেই ভয়াল দিনের কথা মনে করিয়ে দেয়। আহতদের একজন বলেন, সেদিন সমাবেশে শেখ হাসিনার বক্তব্য শেষ হওয়ার মুহূর্তেই একের পর এক গ্রেনেড বিস্ফোরিত হতে থাকে। চারদিকে রক্ত আর মানুষের আর্তনাদ। আমি মাটিতে লুটিয়ে পড়ি। জ্ঞান ফেরার পর দেখি হাসপাতালে। আরেকজন জানান, শরীরে এখনো শতাধিক স্প্লিন্টার রয়েছে। চিকিৎসকেরা বলেছেন, সব স্প্লিন্টার বের করা সম্ভব নয়। রাতে ঘুমাতে পারি না, শরীরের বিভিন্ন স্থানে তীব্র ব্যথা হয়। সরকার আমাদের চিকিৎসার ব্যবস্থা করেছে, কিন্তু যে যন্ত্রণা আমরা বয়ে বেড়াচ্ছি তার কোনো শেষ নেই। হামলায় আহত অনেকে দেশে ও বিদেশে চিকিৎসা নিয়েছেন। তাদের অনেকে এখনো নিয়মিত চিকিৎসা নিচ্ছেন। কেউ কেউ কর্মক্ষমতা হারিয়ে পরিবারের বোঝা হয়ে পড়েছেন বলে জানান। আহতরা বলেন, আমরা দ্রুত এ হামলার রায় কার্যকর দেখতে চাই। যারা এ নৃশংস হামলা চালিয়েছে তাদের দৃষ্টান্তমূলক শাস্তি হলে আমাদের কষ্ট কিছুটা লাঘব হবে। সেদিনের স্মৃতি মনে পড়লে এখনো গা শিউরে ওঠে। বঙ্গবন্ধু এভিনিউয়ের সেই ট্রাকমঞ্চ ঘিরে থাকা হাজারো মানুষ মুহূর্তেই ছত্রভঙ্গ হয়ে যায়। আইভি রহমানসহ অনেকে ঘটনাস্থলেই প্রাণ হারান। হামলার পর আলামত নষ্ট করার চেষ্টা করা হয় বলেও অভিযোগ রয়েছে। প্রত্যক্ষদর্শীরা জানান, আহতদের হাসপাতালে নিতে সাধারণ মানুষ এগিয়ে আসেন। পুলিশ উল্টো কাঁদানে গ্যাস ছোড়ে। দীর্ঘ ষোলো বছর পেরিয়ে গেলেও সেই ক্ষত এখনো শুকায়নি। প্রতিবছর এই দিনে আহত ও নিহতদের পরিবারের সদস্যরা বঙ্গবন্ধু এভিনিউয়ের অস্থায়ী বেদিতে শ্রদ্ধা জানান। আহতদের দাবি, রাষ্ট্রীয়ভাবে তাদের পুনর্বাসনের ব্যবস্থা করা হোক এবং স্থায়ী চিকিৎসার নিশ্চয়তা দেওয়া হোক। bbox=[601, 195, 956, 667]
